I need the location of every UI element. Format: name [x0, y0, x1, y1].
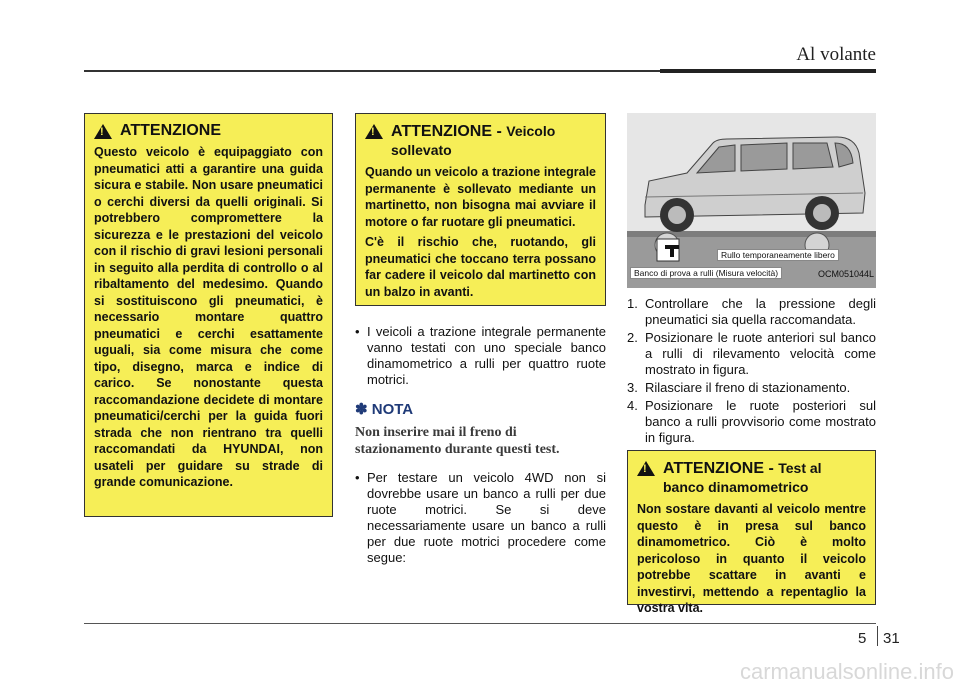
label-free-roller: Rullo temporaneamente libero	[717, 249, 839, 261]
label-dyno: Banco di prova a rulli (Misura velocità)	[630, 267, 782, 279]
page-number-divider	[877, 626, 878, 646]
list-item: • Per testare un veicolo 4WD non si dovrebbe usare un banco a rulli per due ruote motrici. Se si deve necessariamente usare un banco a rulli per due ruote motrici procedere come segue:	[355, 470, 606, 565]
warning-title: ATTENZIONE	[120, 122, 222, 139]
warning-icon	[94, 124, 112, 139]
warning-box-lifted-vehicle	[355, 113, 606, 306]
note-body: Non inserire mai il freno di stazionamento durante questi test.	[355, 425, 560, 457]
steps-list	[627, 296, 876, 448]
footer-divider	[84, 623, 876, 624]
warning-box-dyno-test	[627, 450, 876, 615]
page-number: 31	[883, 630, 900, 647]
step-item: 2. Posizionare le ruote anteriori sul banco a rulli di rilevamento velocità come mostrato in figura.	[627, 330, 876, 377]
warning-icon	[637, 461, 655, 476]
suv-on-dyno-illustration	[627, 113, 876, 288]
middle-column	[355, 324, 606, 574]
step-item: 1. Controllare che la pressione degli pneumatici sia quella raccomandata.	[627, 296, 876, 327]
warning-title: ATTENZIONE - Veicolo sollevato	[391, 123, 556, 158]
warning-para-1: Quando un veicolo a trazione integrale permanente è sollevato mediante un martinetto, non bisogna mai avviare il motore o far ruotare gli pneumatici.	[365, 165, 596, 229]
chapter-number: 5	[858, 630, 867, 647]
figure-code: OCM051044L	[817, 269, 874, 279]
warning-body: Questo veicolo è equipaggiato con pneumatici atti a garantire una guida sicura e stabile. Non usare pneumatici o cerchi diversi da quelli originali. Si potrebbero compromettere la sicurezza e le prestazioni del veicolo con il rischio di gravi lesioni personali in seguito alla perdita di controllo o al ribaltamento del medesimo. Quando si sostituiscono gli pneumatici, è necessario montare quattro pneumatici e cerchi esattamente uguali, sia come misura che come tipo, disegno, marca e indice di carico. Se nonostante questa raccomandazione decidete di montare pneumatici/cerchi per la guida fuori strada che non rientrano tra quelli raccomandati da HYUNDAI, non usateli per guidare su strade di grande comunicazione.	[94, 145, 323, 489]
warning-icon	[365, 124, 383, 139]
list-item: • I veicoli a trazione integrale permanente vanno testati con uno speciale banco dinamometrico a rulli per quattro ruote motrici.	[355, 324, 606, 387]
watermark: carmanualsonline.info	[739, 659, 954, 684]
dynamometer-figure	[627, 113, 876, 288]
note-heading: ✽ NOTA	[355, 401, 414, 418]
warning-title: ATTENZIONE - Test al banco dinamometrico	[663, 460, 822, 495]
warning-para-2: C'è il rischio che, ruotando, gli pneumatici che toccano terra possano far cadere il veicolo dal martinetto con un balzo in avanti.	[365, 235, 596, 299]
step-item: 3. Rilasciare il freno di stazionamento.	[627, 380, 851, 395]
warning-box-tires	[84, 113, 333, 517]
header-divider-accent	[660, 69, 876, 73]
step-item: 4. Posizionare le ruote posteriori sul banco a rulli provvisorio come mostrato in figura.	[627, 398, 876, 445]
section-title: Al volante	[796, 44, 876, 65]
warning-body: Non sostare davanti al veicolo mentre questo è in presa sul banco dinamometrico. Ciò è molto pericoloso in quanto il veicolo potrebbe scattare in avanti e investirvi, mettendo a repentaglio la vostra vita.	[637, 502, 866, 615]
